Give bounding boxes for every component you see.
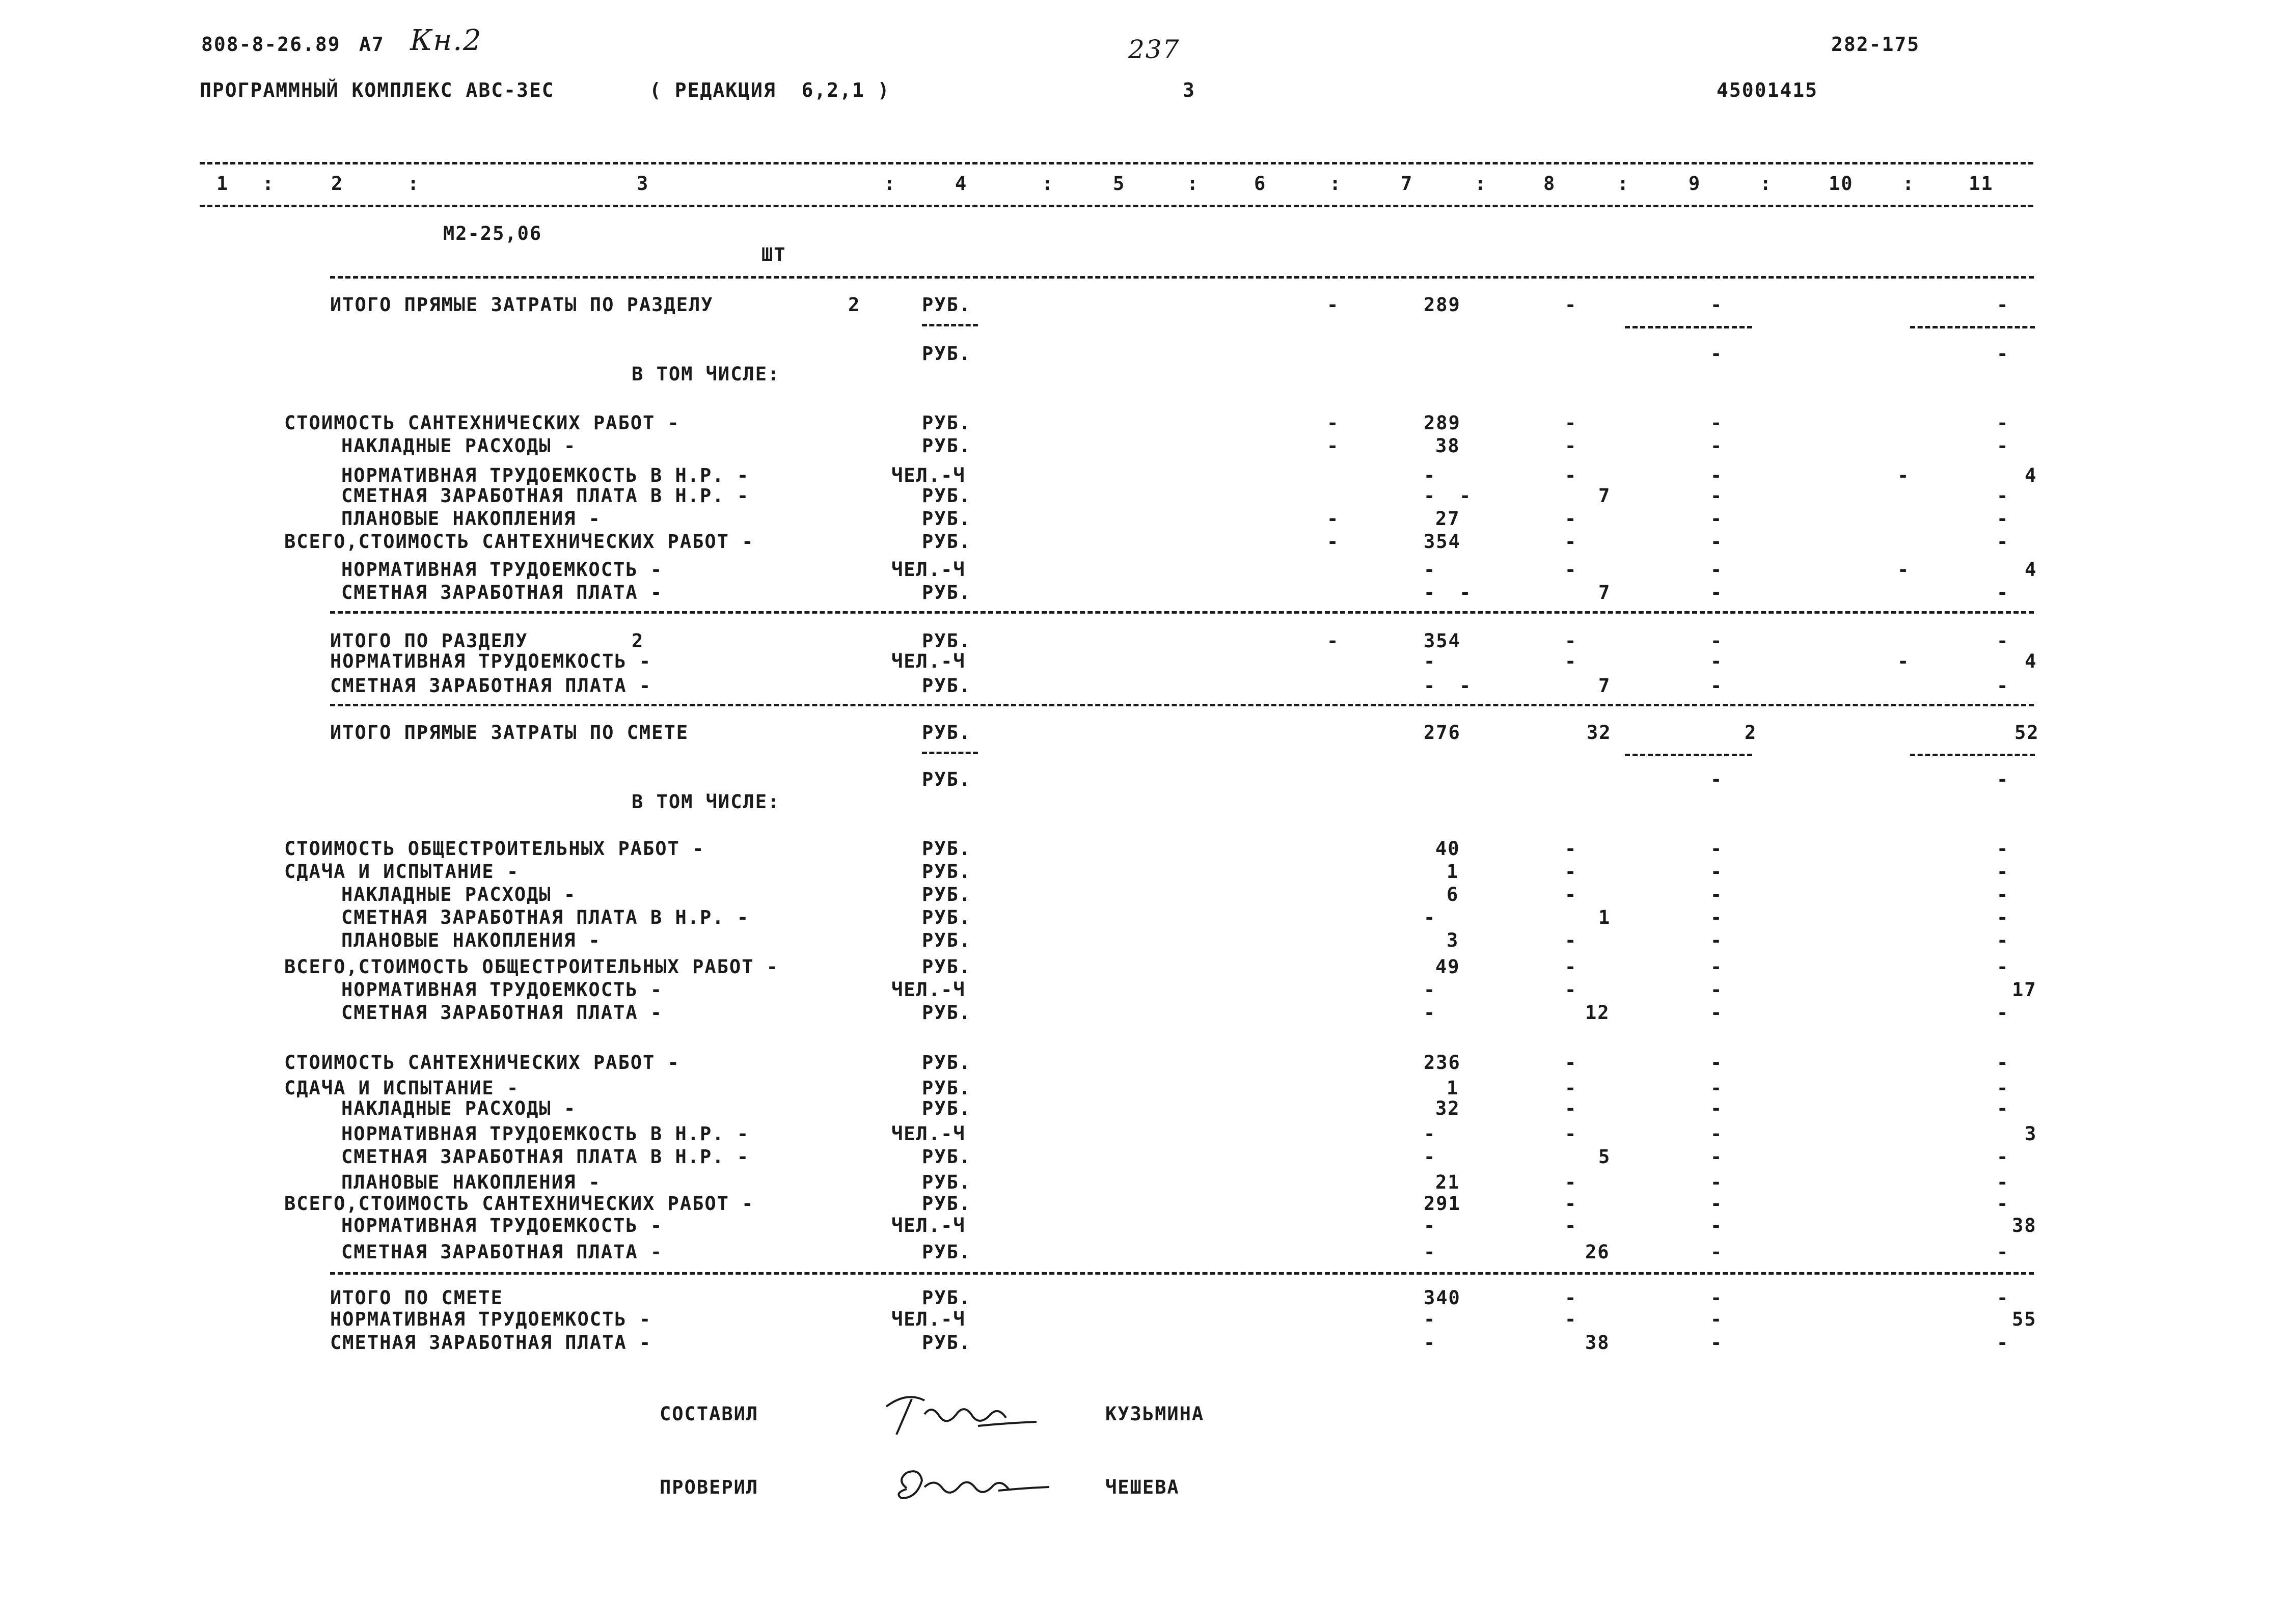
dash: - — [1565, 1193, 1577, 1215]
dash: - — [1459, 675, 1472, 697]
row-value: 21 — [1435, 1171, 1460, 1193]
row-value: 7 — [1598, 485, 1611, 507]
row-label: НАКЛАДНЫЕ РАСХОДЫ - — [341, 1097, 577, 1119]
dash: - — [1710, 906, 1723, 928]
dash: - — [1997, 768, 2009, 790]
dash: - — [1565, 929, 1577, 951]
estimate-direct-c9: 2 — [1745, 722, 1757, 744]
dash: - — [1710, 508, 1723, 530]
dash: - — [1565, 294, 1577, 316]
dash: - — [1565, 1308, 1577, 1330]
row-value: 1 — [1447, 1077, 1459, 1099]
row-value: 291 — [1424, 1193, 1461, 1215]
dash: - — [1997, 929, 2009, 951]
dash: - — [1710, 1002, 1723, 1024]
dash: - — [1710, 1308, 1723, 1330]
row-value: 38 — [2012, 1215, 2037, 1236]
dash: - — [1997, 884, 2009, 905]
dash: - — [1997, 630, 2009, 652]
dash: - — [1327, 435, 1340, 457]
column-separator: : — [1187, 173, 1200, 195]
column-header-10: 10 — [1829, 173, 1854, 195]
estimate-total-value: 340 — [1424, 1287, 1461, 1309]
dash: - — [1997, 956, 2009, 978]
row-label: НОРМАТИВНАЯ ТРУДОЕМКОСТЬ В Н.Р. - — [341, 464, 750, 486]
dash: - — [1565, 531, 1577, 553]
dash: - — [1997, 343, 2009, 365]
dash: - — [1327, 630, 1340, 652]
dash: - — [1459, 485, 1472, 507]
row-value: 26 — [1585, 1241, 1610, 1263]
unit-rub: РУБ. — [922, 906, 972, 928]
column-separator: : — [1902, 173, 1915, 195]
section-total-labor-label: НОРМАТИВНАЯ ТРУДОЕМКОСТЬ - — [330, 650, 652, 672]
unit-chel: ЧЕЛ.-Ч — [891, 979, 966, 1001]
dash: - — [1710, 768, 1723, 790]
dash: - — [1710, 1146, 1723, 1168]
column-separator: : — [1329, 173, 1342, 195]
unit-chel: ЧЕЛ.-Ч — [891, 1215, 966, 1236]
dash: - — [1710, 1241, 1723, 1263]
row-label: ВСЕГО,СТОИМОСТЬ ОБЩЕСТРОИТЕЛЬНЫХ РАБОТ - — [284, 956, 779, 978]
section-direct-total-value: 289 — [1424, 294, 1461, 316]
dash: - — [1710, 956, 1723, 978]
unit-rub: РУБ. — [922, 1332, 972, 1354]
dash: - — [1710, 531, 1723, 553]
row-label: СМЕТНАЯ ЗАРАБОТНАЯ ПЛАТА - — [341, 1241, 663, 1263]
book-number-handwritten: Кн.2 — [410, 24, 482, 57]
dash: - — [1710, 343, 1723, 365]
row-value: 27 — [1435, 508, 1460, 530]
dash: - — [1997, 1171, 2009, 1193]
unit-rub: РУБ. — [922, 838, 972, 860]
column-separator: : — [407, 173, 420, 195]
row-value: 1 — [1447, 861, 1459, 883]
underline — [922, 324, 978, 326]
dash: - — [1710, 1287, 1723, 1309]
unit-rub: РУБ. — [922, 412, 972, 434]
row-label: ВСЕГО,СТОИМОСТЬ САНТЕХНИЧЕСКИХ РАБОТ - — [284, 1193, 754, 1215]
dash: - — [1997, 485, 2009, 507]
row-label: НОРМАТИВНАЯ ТРУДОЕМКОСТЬ В Н.Р. - — [341, 1123, 750, 1145]
dash: - — [1997, 1002, 2009, 1024]
dash: - — [1710, 1171, 1723, 1193]
row-value: 40 — [1435, 838, 1460, 860]
column-separator: : — [1760, 173, 1773, 195]
column-header-7: 7 — [1401, 173, 1413, 195]
dash: - — [1424, 559, 1436, 581]
row-label: ПЛАНОВЫЕ НАКОПЛЕНИЯ - — [341, 929, 601, 951]
unit-rub: РУБ. — [922, 343, 972, 365]
dash: - — [1565, 630, 1577, 652]
row-value: 1 — [1598, 906, 1611, 928]
row-value: 32 — [1435, 1097, 1460, 1119]
unit-rub: РУБ. — [922, 1002, 972, 1024]
unit-rub: РУБ. — [922, 1052, 972, 1074]
section-total-wage-label: СМЕТНАЯ ЗАРАБОТНАЯ ПЛАТА - — [330, 675, 652, 697]
dash: - — [1997, 412, 2009, 434]
dash: - — [1710, 1193, 1723, 1215]
dash: - — [1997, 1077, 2009, 1099]
column-header-6: 6 — [1254, 173, 1267, 195]
row-label: СТОИМОСТЬ ОБЩЕСТРОИТЕЛЬНЫХ РАБОТ - — [284, 838, 705, 860]
reference-code: 282-175 — [1831, 33, 1920, 56]
unit-chel: ЧЕЛ.-Ч — [891, 1123, 966, 1145]
unit-rub: РУБ. — [922, 582, 972, 603]
dash: - — [1710, 1123, 1723, 1145]
section-total-wage-value: 7 — [1598, 675, 1611, 697]
row-value: 289 — [1424, 412, 1461, 434]
estimate-direct-c11: 52 — [2015, 722, 2039, 744]
dash: - — [1424, 1002, 1436, 1024]
column-separator: : — [1617, 173, 1630, 195]
dash: - — [1997, 675, 2009, 697]
checked-signature-image — [886, 1457, 1054, 1513]
unit-rub: РУБ. — [922, 722, 972, 744]
dash: - — [1565, 861, 1577, 883]
unit-rub: РУБ. — [922, 508, 972, 530]
row-value: 4 — [2025, 464, 2037, 486]
dash: - — [1424, 1123, 1436, 1145]
row-label: СДАЧА И ИСПЫТАНИЕ - — [284, 861, 520, 883]
dash: - — [1710, 559, 1723, 581]
unit-chel: ЧЕЛ.-Ч — [891, 650, 966, 672]
dash: - — [1997, 531, 2009, 553]
unit-rub: РУБ. — [922, 956, 972, 978]
column-header-4: 4 — [955, 173, 968, 195]
estimate-total-label: ИТОГО ПО СМЕТЕ — [330, 1287, 503, 1309]
unit-rub: РУБ. — [922, 1287, 972, 1309]
unit-chel: ЧЕЛ.-Ч — [891, 559, 966, 581]
dash: - — [1710, 929, 1723, 951]
row-value: 3 — [1447, 929, 1459, 951]
unit-rub: РУБ. — [922, 1146, 972, 1168]
dash: - — [1327, 294, 1340, 316]
separator-rule — [330, 611, 2034, 614]
dash: - — [1710, 1077, 1723, 1099]
underline — [922, 752, 978, 754]
dash: - — [1424, 1308, 1436, 1330]
unit-chel: ЧЕЛ.-Ч — [891, 464, 966, 486]
estimate-total-wage-label: СМЕТНАЯ ЗАРАБОТНАЯ ПЛАТА - — [330, 1332, 652, 1354]
dash: - — [1424, 675, 1436, 697]
unit-rub: РУБ. — [922, 1077, 972, 1099]
dash: - — [1997, 1287, 2009, 1309]
dash: - — [1424, 906, 1436, 928]
dash: - — [1710, 582, 1723, 603]
dash: - — [1565, 1287, 1577, 1309]
dash: - — [1565, 1171, 1577, 1193]
dash: - — [1565, 1215, 1577, 1236]
resource-code: М2-25,06 — [443, 223, 542, 244]
column-header-5: 5 — [1113, 173, 1126, 195]
dash: - — [1997, 1052, 2009, 1074]
dash: - — [1997, 582, 2009, 603]
dash: - — [1710, 861, 1723, 883]
dash: - — [1897, 650, 1910, 672]
row-label: ПЛАНОВЫЕ НАКОПЛЕНИЯ - — [341, 1171, 601, 1193]
dash: - — [1565, 464, 1577, 486]
row-value: 7 — [1598, 582, 1611, 603]
dash: - — [1565, 435, 1577, 457]
dash: - — [1565, 650, 1577, 672]
checked-by-label: ПРОВЕРИЛ — [660, 1476, 759, 1498]
dash: - — [1424, 485, 1436, 507]
header-rule-top — [200, 162, 2033, 164]
underline — [1910, 326, 2035, 328]
dash: - — [1565, 979, 1577, 1001]
dash: - — [1710, 675, 1723, 697]
dash: - — [1997, 1332, 2009, 1354]
unit-rub: РУБ. — [922, 1171, 972, 1193]
document-number: 45001415 — [1717, 79, 1818, 101]
estimate-direct-label: ИТОГО ПРЯМЫЕ ЗАТРАТЫ ПО СМЕТЕ — [330, 722, 689, 744]
checked-by-name: ЧЕШЕВА — [1105, 1476, 1180, 1498]
dash: - — [1997, 1146, 2009, 1168]
dash: - — [1424, 650, 1436, 672]
dash: - — [1327, 508, 1340, 530]
row-label: СДАЧА И ИСПЫТАНИЕ - — [284, 1077, 520, 1099]
column-header-2: 2 — [331, 173, 344, 195]
row-label: НОРМАТИВНАЯ ТРУДОЕМКОСТЬ - — [341, 979, 663, 1001]
dash: - — [1424, 582, 1436, 603]
in-that-number-label: В ТОМ ЧИСЛЕ: — [632, 363, 780, 385]
dash: - — [1710, 1097, 1723, 1119]
dash: - — [1565, 956, 1577, 978]
column-header-9: 9 — [1689, 173, 1701, 195]
row-label: НОРМАТИВНАЯ ТРУДОЕМКОСТЬ - — [341, 1215, 663, 1236]
unit-rub: РУБ. — [922, 884, 972, 905]
column-header-3: 3 — [637, 173, 649, 195]
row-label: ПЛАНОВЫЕ НАКОПЛЕНИЯ - — [341, 508, 601, 530]
row-value: 6 — [1447, 884, 1459, 905]
program-edition: ( РЕДАКЦИЯ 6,2,1 ) — [649, 79, 890, 101]
separator-rule — [330, 276, 2034, 279]
row-value: 354 — [1424, 531, 1461, 553]
dash: - — [1459, 582, 1472, 603]
unit-sht: ШТ — [761, 244, 786, 266]
estimate-total-wage-value: 38 — [1585, 1332, 1610, 1354]
dash: - — [1565, 508, 1577, 530]
column-separator: : — [262, 173, 275, 195]
row-label: СТОИМОСТЬ САНТЕХНИЧЕСКИХ РАБОТ - — [284, 412, 680, 434]
dash: - — [1327, 412, 1340, 434]
unit-rub: РУБ. — [922, 929, 972, 951]
dash: - — [1710, 464, 1723, 486]
document-code: 808-8-26.89 — [201, 33, 341, 56]
unit-rub: РУБ. — [922, 675, 972, 697]
dash: - — [1710, 485, 1723, 507]
row-value: 38 — [1435, 435, 1460, 457]
dash: - — [1424, 1332, 1436, 1354]
section-number: 2 — [632, 630, 644, 652]
in-that-number-label: В ТОМ ЧИСЛЕ: — [632, 791, 780, 813]
unit-chel: ЧЕЛ.-Ч — [891, 1308, 966, 1330]
dash: - — [1710, 884, 1723, 905]
dash: - — [1710, 294, 1723, 316]
dash: - — [1565, 412, 1577, 434]
program-title: ПРОГРАММНЫЙ КОМПЛЕКС АВС-3ЕС — [200, 79, 555, 101]
unit-rub: РУБ. — [922, 485, 972, 507]
section-number: 2 — [848, 294, 861, 316]
row-label: СМЕТНАЯ ЗАРАБОТНАЯ ПЛАТА В Н.Р. - — [341, 1146, 750, 1168]
estimate-direct-c8: 32 — [1587, 722, 1612, 744]
dash: - — [1997, 1241, 2009, 1263]
compiled-signature-image — [876, 1386, 1044, 1442]
row-value: 17 — [2012, 979, 2037, 1001]
dash: - — [1997, 435, 2009, 457]
dash: - — [1710, 435, 1723, 457]
dash: - — [1565, 1097, 1577, 1119]
estimate-total-labor-value: 55 — [2012, 1308, 2037, 1330]
column-header-8: 8 — [1543, 173, 1556, 195]
dash: - — [1997, 838, 2009, 860]
row-label: НАКЛАДНЫЕ РАСХОДЫ - — [341, 884, 577, 905]
dash: - — [1424, 979, 1436, 1001]
row-label: СТОИМОСТЬ САНТЕХНИЧЕСКИХ РАБОТ - — [284, 1052, 680, 1074]
dash: - — [1710, 1215, 1723, 1236]
dash: - — [1997, 906, 2009, 928]
underline — [1910, 754, 2035, 756]
estimate-direct-c7: 276 — [1424, 722, 1461, 744]
separator-rule — [330, 1272, 2034, 1275]
compiled-by-name: КУЗЬМИНА — [1105, 1403, 1205, 1425]
page-number-handwritten: 237 — [1128, 35, 1180, 64]
row-label: СМЕТНАЯ ЗАРАБОТНАЯ ПЛАТА В Н.Р. - — [341, 906, 750, 928]
dash: - — [1327, 531, 1340, 553]
unit-rub: РУБ. — [922, 294, 972, 316]
unit-rub: РУБ. — [922, 1097, 972, 1119]
unit-rub: РУБ. — [922, 768, 972, 790]
column-header-1: 1 — [216, 173, 229, 195]
dash: - — [1565, 1052, 1577, 1074]
dash: - — [1997, 294, 2009, 316]
dash: - — [1424, 1241, 1436, 1263]
row-label: СМЕТНАЯ ЗАРАБОТНАЯ ПЛАТА - — [341, 1002, 663, 1024]
unit-rub: РУБ. — [922, 531, 972, 553]
dash: - — [1565, 838, 1577, 860]
row-label: СМЕТНАЯ ЗАРАБОТНАЯ ПЛАТА В Н.Р. - — [341, 485, 750, 507]
row-label: НОРМАТИВНАЯ ТРУДОЕМКОСТЬ - — [341, 559, 663, 581]
column-header-11: 11 — [1969, 173, 1994, 195]
dash: - — [1710, 1052, 1723, 1074]
unit-rub: РУБ. — [922, 630, 972, 652]
row-label: НАКЛАДНЫЕ РАСХОДЫ - — [341, 435, 577, 457]
row-value: 3 — [2025, 1123, 2037, 1145]
dash: - — [1997, 508, 2009, 530]
album-code: А7 — [359, 33, 385, 56]
separator-rule — [330, 704, 2034, 706]
dash: - — [1897, 559, 1910, 581]
row-value: 12 — [1585, 1002, 1610, 1024]
dash: - — [1424, 1146, 1436, 1168]
dash: - — [1997, 861, 2009, 883]
estimate-total-labor-label: НОРМАТИВНАЯ ТРУДОЕМКОСТЬ - — [330, 1308, 652, 1330]
unit-rub: РУБ. — [922, 435, 972, 457]
header-rule-bottom — [200, 205, 2033, 207]
column-separator: : — [1042, 173, 1054, 195]
dash: - — [1565, 1077, 1577, 1099]
row-value: 4 — [2025, 559, 2037, 581]
unit-rub: РУБ. — [922, 861, 972, 883]
row-label: ВСЕГО,СТОИМОСТЬ САНТЕХНИЧЕСКИХ РАБОТ - — [284, 531, 754, 553]
dash: - — [1424, 1215, 1436, 1236]
dash: - — [1565, 884, 1577, 905]
underline — [1625, 326, 1752, 328]
section-total-label: ИТОГО ПО РАЗДЕЛУ — [330, 630, 528, 652]
dash: - — [1897, 464, 1910, 486]
dash: - — [1710, 838, 1723, 860]
dash: - — [1997, 1193, 2009, 1215]
dash: - — [1565, 559, 1577, 581]
dash: - — [1710, 630, 1723, 652]
underline — [1625, 754, 1752, 756]
section-total-labor-value: 4 — [2025, 650, 2037, 672]
column-separator: : — [1475, 173, 1487, 195]
dash: - — [1997, 1097, 2009, 1119]
page-number: 3 — [1183, 79, 1195, 101]
column-separator: : — [884, 173, 896, 195]
section-total-value: 354 — [1424, 630, 1461, 652]
row-value: 236 — [1424, 1052, 1461, 1074]
dash: - — [1710, 412, 1723, 434]
unit-rub: РУБ. — [922, 1193, 972, 1215]
unit-rub: РУБ. — [922, 1241, 972, 1263]
row-label: СМЕТНАЯ ЗАРАБОТНАЯ ПЛАТА - — [341, 582, 663, 603]
dash: - — [1710, 1332, 1723, 1354]
compiled-by-label: СОСТАВИЛ — [660, 1403, 759, 1425]
row-value: 49 — [1435, 956, 1460, 978]
section-direct-total-label: ИТОГО ПРЯМЫЕ ЗАТРАТЫ ПО РАЗДЕЛУ — [330, 294, 714, 316]
dash: - — [1710, 979, 1723, 1001]
dash: - — [1565, 1123, 1577, 1145]
dash: - — [1710, 650, 1723, 672]
dash: - — [1424, 464, 1436, 486]
row-value: 5 — [1598, 1146, 1611, 1168]
